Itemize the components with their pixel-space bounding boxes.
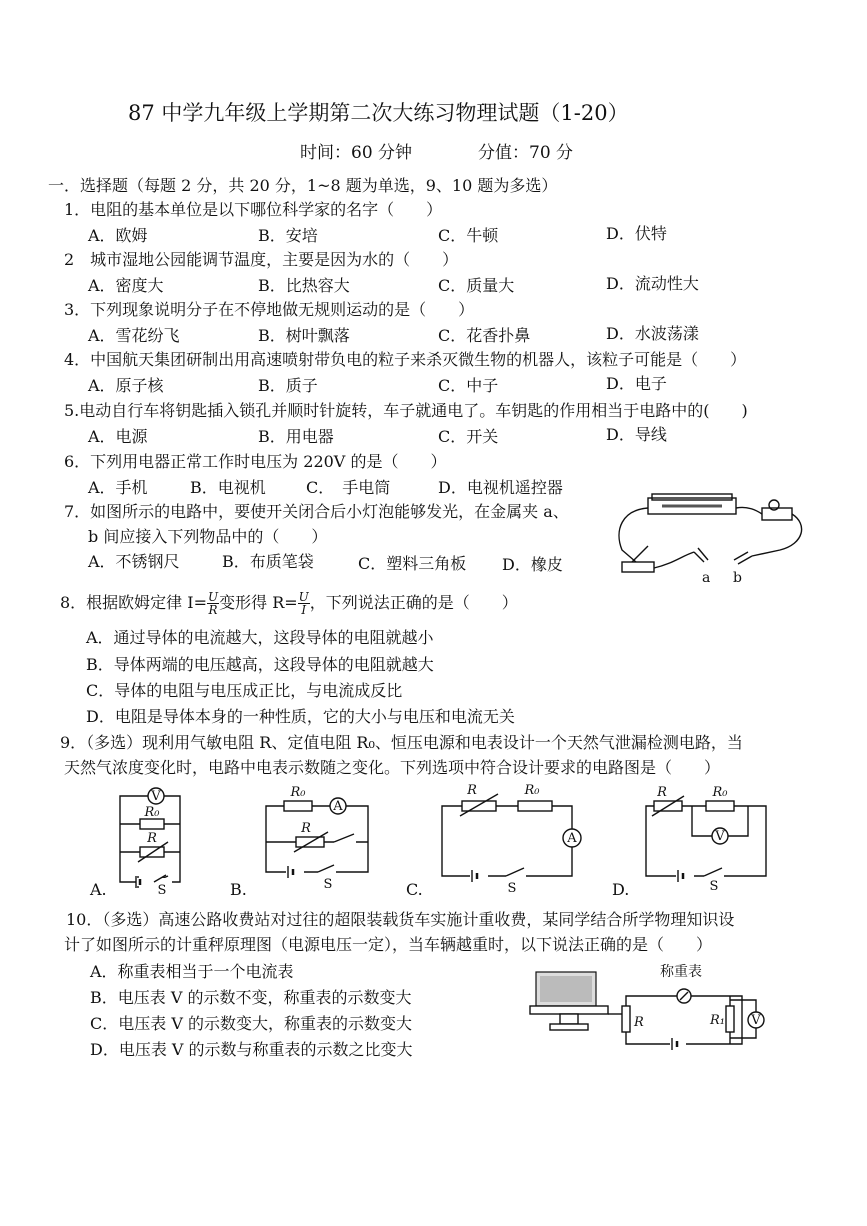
- question-9-stem-line1: 9．（多选）现利用气敏电阻 R、定值电阻 R₀、恒压电源和电表设计一个天然气泄漏检测电路，当: [60, 733, 743, 752]
- question-2-stem: 2 城市湿地公园能调节温度，主要是因为水的（ ）: [64, 250, 459, 269]
- question-2-option-a: A．密度大: [88, 276, 164, 295]
- question-5-option-a: A．电源: [88, 427, 148, 446]
- question-8-stem: [60, 590, 518, 616]
- exam-time: 时间：60 分钟: [300, 143, 413, 163]
- question-3-option-b: B．树叶飘落: [258, 326, 350, 345]
- question-10-option-b: B．电压表 V 的示数不变，称重表的示数变大: [90, 988, 412, 1007]
- question-8-option-b: B．导体两端的电压越高，这段导体的电阻就越大: [86, 655, 434, 674]
- question-9-circuit-c: [432, 782, 592, 896]
- fraction-numerator: U: [208, 590, 219, 604]
- question-8-option-a: A．通过导体的电流越大，这段导体的电阻就越小: [86, 628, 434, 647]
- question-6-option-b: B．电视机: [190, 478, 266, 497]
- ohm-law-fraction: [207, 591, 219, 616]
- switch-label: S: [709, 879, 719, 894]
- gas-resistor-label: R: [147, 831, 157, 846]
- question-6-option-d: D．电视机遥控器: [438, 478, 563, 497]
- question-7-clip-b: b: [733, 570, 742, 586]
- question-9-circuit-d: [640, 782, 780, 894]
- resistor-r0-label: R₀: [712, 785, 728, 800]
- question-9-circuit-b: [256, 782, 376, 892]
- question-4-option-a: A．原子核: [88, 376, 164, 395]
- question-6-option-a: A．手机: [88, 478, 148, 497]
- voltmeter-symbol: V: [751, 1013, 761, 1028]
- rheostat-label: R: [634, 1015, 644, 1030]
- fraction-numerator: U: [298, 590, 309, 604]
- question-2-option-d: D．流动性大: [606, 274, 699, 293]
- circuit-label-d: D.: [612, 880, 630, 899]
- question-8-option-c: C．导体的电阻与电压成正比，与电流成反比: [86, 681, 403, 700]
- voltmeter-symbol: V: [715, 829, 725, 844]
- question-5-stem: 5.电动自行车将钥匙插入锁孔并顺时针旋转，车子就通电了。车钥匙的作用相当于电路中的( ): [64, 401, 748, 420]
- fraction-denominator: R: [208, 603, 218, 617]
- question-4-stem: 4．中国航天集团研制出用高速喷射带负电的粒子来杀灭微生物的机器人，该粒子可能是（ ）: [64, 350, 747, 369]
- question-3-stem: 3．下列现象说明分子在不停地做无规则运动的是（ ）: [64, 300, 475, 319]
- exam-score: 分值：70 分: [478, 143, 574, 163]
- switch-label: S: [323, 877, 333, 892]
- question-1-option-d: D．伏特: [606, 224, 667, 243]
- resistor-r1-label: R₁: [710, 1013, 725, 1028]
- switch-label: S: [507, 881, 517, 896]
- question-1-option-c: C．牛顿: [438, 226, 499, 245]
- question-10-option-c: C．电压表 V 的示数变大，称重表的示数变大: [90, 1014, 412, 1033]
- question-6-stem: 6．下列用电器正常工作时电压为 220V 的是（ ）: [64, 452, 447, 471]
- section-heading: 一．选择题（每题 2 分，共 20 分，1~8 题为单选，9、10 题为多选）: [48, 176, 558, 195]
- question-5-option-b: B．用电器: [258, 427, 334, 446]
- weigh-meter-label: 称重表: [660, 964, 702, 980]
- circuit-label-a: A.: [90, 880, 107, 899]
- fraction-denominator: I: [301, 603, 307, 617]
- question-5-option-d: D．导线: [606, 425, 667, 444]
- ammeter-symbol: A: [333, 799, 343, 814]
- gas-resistor-label: R: [301, 821, 311, 836]
- circuit-label-b: B.: [230, 880, 247, 899]
- question-10-option-a: A．称重表相当于一个电流表: [90, 962, 294, 981]
- question-8-stem-middle: 变形得 R=: [219, 593, 298, 612]
- question-3-option-d: D．水波荡漾: [606, 324, 699, 343]
- question-2-option-b: B．比热容大: [258, 276, 350, 295]
- question-1-option-b: B．安培: [258, 226, 318, 245]
- question-10-stem-line1: 10．（多选）高速公路收费站对过往的超限装载货车实施计重收费，某同学结合所学物理知识设: [66, 910, 735, 929]
- question-7-clip-a: a: [702, 570, 711, 586]
- resistance-fraction: [298, 591, 310, 616]
- circuit-label-c: C.: [406, 880, 423, 899]
- question-7-stem-line1: 7．如图所示的电路中，要使开关闭合后小灯泡能够发光，在金属夹 a、: [64, 502, 569, 521]
- question-10-option-d: D．电压表 V 的示数与称重表的示数之比变大: [90, 1040, 413, 1059]
- resistor-r0-label: R₀: [144, 805, 160, 820]
- question-10-figure: [530, 966, 780, 1056]
- question-8-option-d: D．电阻是导体本身的一种性质，它的大小与电压和电流无关: [86, 707, 515, 726]
- question-9-stem-line2: 天然气浓度变化时，电路中电表示数随之变化。下列选项中符合设计要求的电路图是（ ）: [64, 758, 721, 777]
- resistor-r0-label: R₀: [290, 785, 306, 800]
- question-7-option-c: C．塑料三角板: [358, 554, 467, 573]
- question-2-option-c: C．质量大: [438, 276, 515, 295]
- question-7-option-d: D．橡皮: [502, 555, 563, 574]
- question-6-option-c: C． 手电筒: [306, 478, 391, 497]
- question-10-stem-line2: 计了如图所示的计重秤原理图（电源电压一定），当车辆越重时，以下说法正确的是（ ）: [64, 935, 713, 954]
- question-4-option-c: C．中子: [438, 376, 499, 395]
- voltmeter-symbol: V: [151, 789, 161, 804]
- question-4-option-b: B．质子: [258, 376, 318, 395]
- question-7-figure: [612, 490, 812, 586]
- question-3-option-c: C．花香扑鼻: [438, 326, 531, 345]
- question-7-stem-line2: b 间应接入下列物品中的（ ）: [88, 527, 328, 546]
- question-7-option-a: A．不锈钢尺: [88, 552, 180, 571]
- page-title: 87 中学九年级上学期第二次大练习物理试题（1-20）: [128, 101, 629, 125]
- resistor-r0-label: R₀: [524, 783, 540, 798]
- question-5-option-c: C．开关: [438, 427, 499, 446]
- gas-resistor-label: R: [467, 783, 477, 798]
- ammeter-symbol: A: [567, 831, 577, 846]
- question-1-stem: 1．电阻的基本单位是以下哪位科学家的名字（ ）: [64, 200, 443, 219]
- question-1-option-a: A．欧姆: [88, 226, 148, 245]
- question-7-option-b: B．布质笔袋: [222, 552, 314, 571]
- question-4-option-d: D．电子: [606, 374, 667, 393]
- question-8-stem-suffix: ，下列说法正确的是（ ）: [309, 593, 518, 612]
- question-9-circuit-a: [110, 786, 190, 898]
- gas-resistor-label: R: [657, 785, 667, 800]
- switch-label: S: [157, 883, 167, 898]
- question-3-option-a: A．雪花纷飞: [88, 326, 180, 345]
- question-8-stem-prefix: 8．根据欧姆定律 I=: [60, 593, 207, 612]
